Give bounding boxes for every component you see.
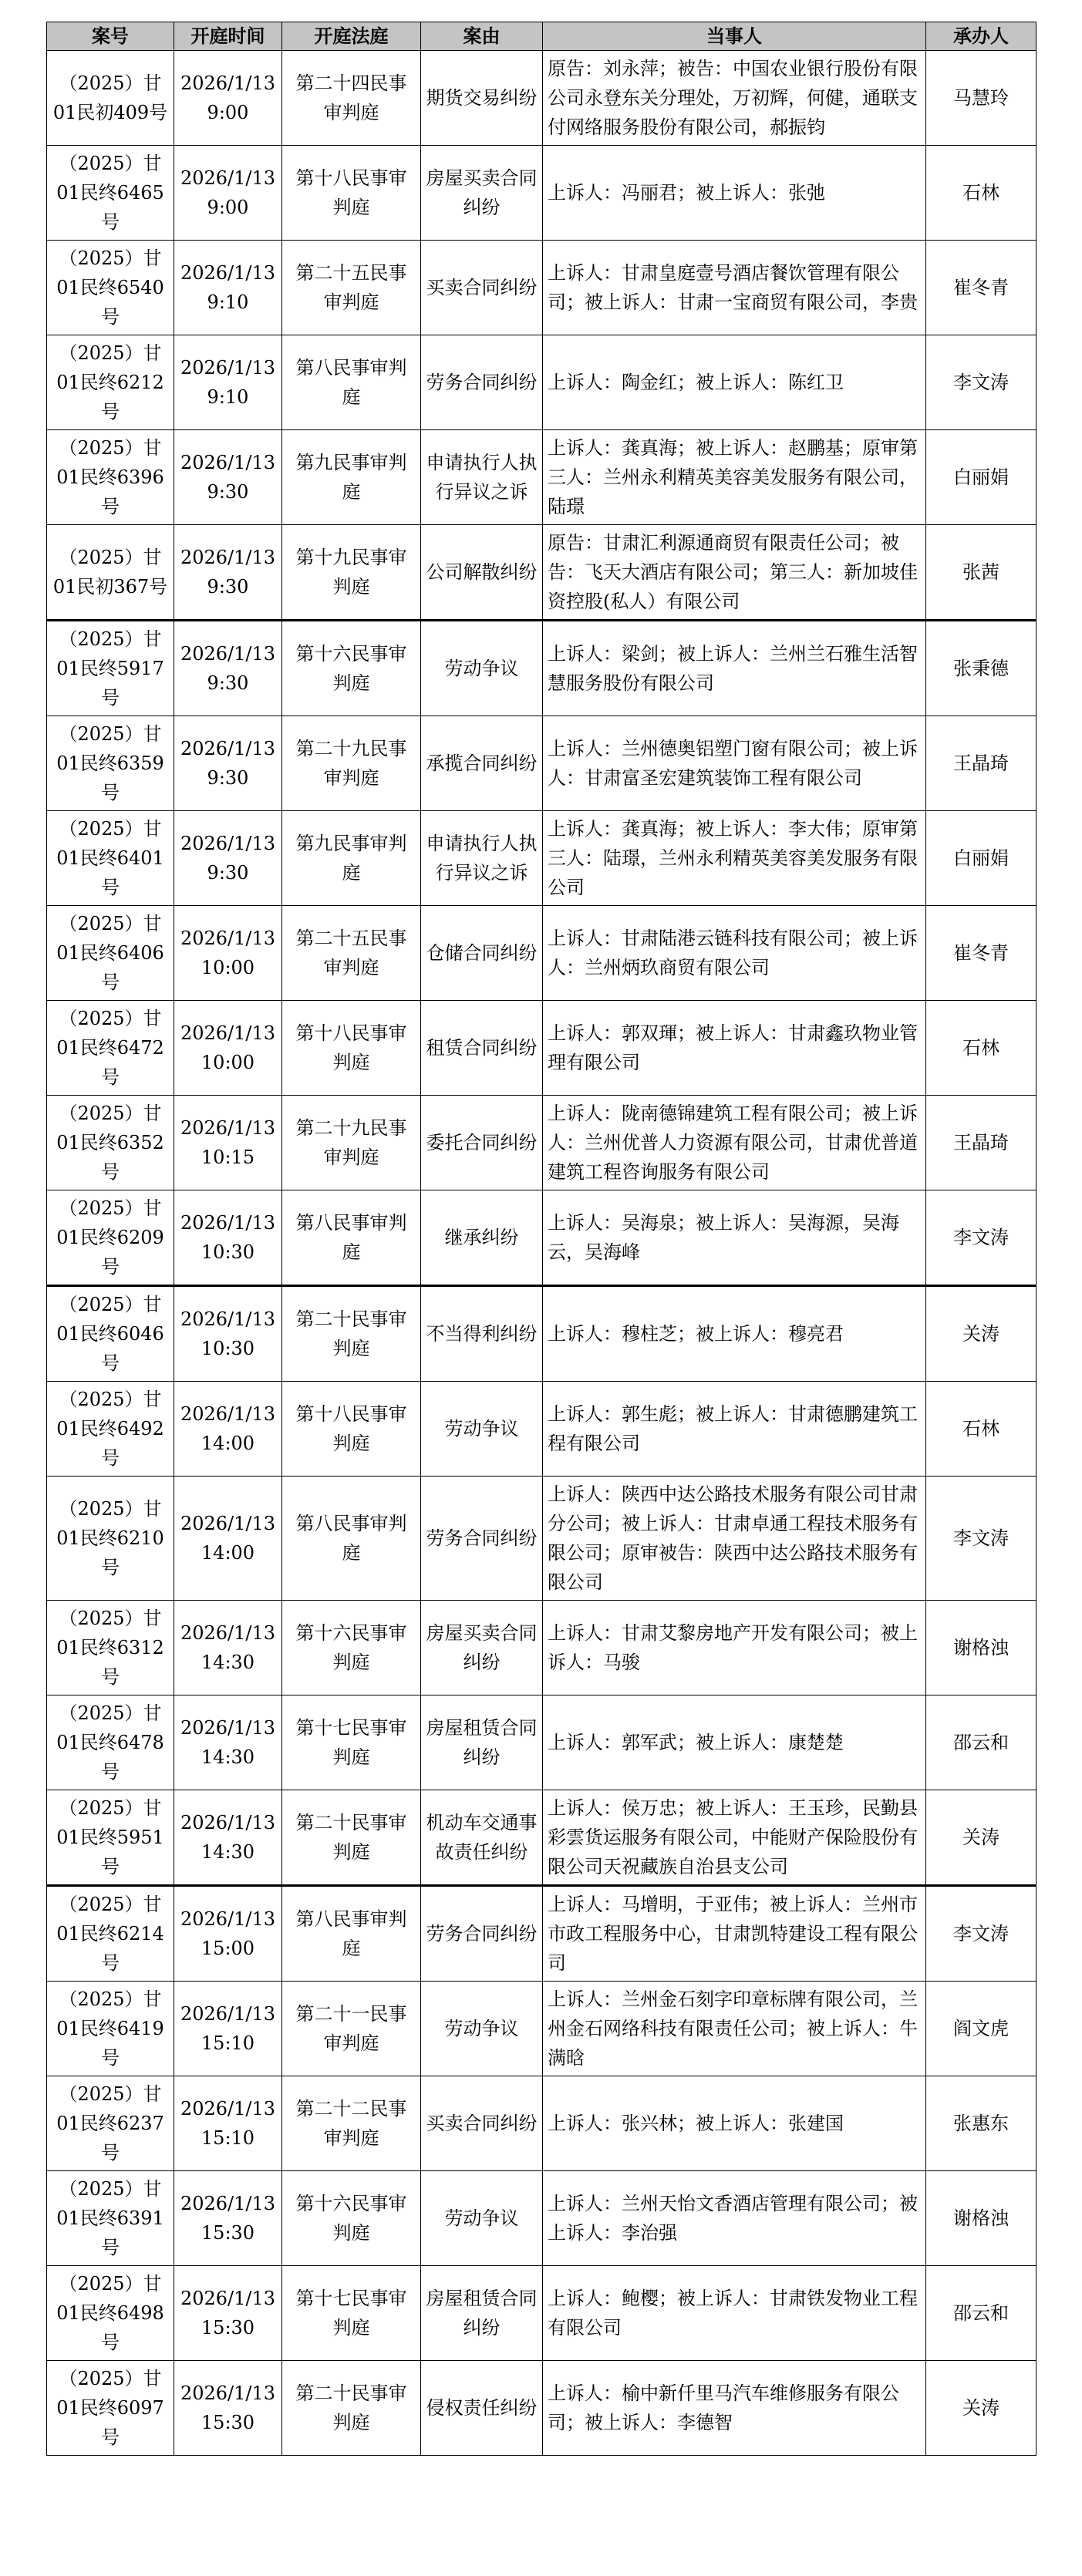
parties-cell: 原告：刘永萍；被告：中国农业银行股份有限公司永登东关分理处，万初辉，何健，通联支付网络服务股份有限公司，郝振钧 [543,51,926,146]
header-cause: 案由 [421,22,543,51]
courtroom-cell: 第十八民事审判庭 [282,146,421,241]
hearing-time-cell: 2026/1/13 15:30 [174,2361,282,2456]
case-number-cell: （2025）甘01民终6391号 [47,2171,174,2266]
hearing-time-cell: 2026/1/13 9:30 [174,716,282,811]
table-body [47,51,1036,2456]
cause-cell: 申请执行人执行异议之诉 [421,430,543,525]
courtroom-cell: 第二十民事审判庭 [282,1286,421,1382]
hearing-schedule-table [46,22,1036,2456]
parties-cell: 上诉人：侯万忠；被上诉人：王玉珍，民勤县彩雲货运服务有限公司，中能财产保险股份有限公司天祝藏族自治县支公司 [543,1790,926,1886]
case-number-cell: （2025）甘01民终5917号 [47,621,174,716]
case-number-cell: （2025）甘01民终6352号 [47,1096,174,1190]
table-row [47,716,1036,811]
table-row [47,1982,1036,2076]
parties-cell: 上诉人：陕西中达公路技术服务有限公司甘肃分公司；被上诉人：甘肃卓通工程技术服务有限公司；原审被告：陕西中达公路技术服务有限公司 [543,1477,926,1601]
judge-cell: 张惠东 [926,2076,1036,2171]
parties-cell: 上诉人：马增明，于亚伟；被上诉人：兰州市市政工程服务中心，甘肃凯特建设工程有限公司 [543,1886,926,1982]
cause-cell: 买卖合同纠纷 [421,241,543,335]
cause-cell: 不当得利纠纷 [421,1286,543,1382]
judge-cell: 石林 [926,1001,1036,1096]
hearing-time-cell: 2026/1/13 14:30 [174,1790,282,1886]
case-number-cell: （2025）甘01民终6419号 [47,1982,174,2076]
courtroom-cell: 第八民事审判庭 [282,335,421,430]
cause-cell: 劳动争议 [421,1982,543,2076]
judge-cell: 李文涛 [926,335,1036,430]
hearing-time-cell: 2026/1/13 9:30 [174,811,282,906]
cause-cell: 仓储合同纠纷 [421,906,543,1001]
hearing-schedule-sheet [46,22,1036,2456]
parties-cell: 原告：甘肃汇利源通商贸有限责任公司；被告：飞天大酒店有限公司；第三人：新加坡佳资控股(私人）有限公司 [543,525,926,621]
header-hearing-time: 开庭时间 [174,22,282,51]
parties-cell: 上诉人：梁剑；被上诉人：兰州兰石雅生活智慧服务股份有限公司 [543,621,926,716]
courtroom-cell: 第二十九民事审判庭 [282,716,421,811]
parties-cell: 上诉人：张兴林；被上诉人：张建国 [543,2076,926,2171]
table-row [47,1190,1036,1286]
courtroom-cell: 第十六民事审判庭 [282,621,421,716]
cause-cell: 公司解散纠纷 [421,525,543,621]
parties-cell: 上诉人：甘肃陆港云链科技有限公司；被上诉人：兰州炳玖商贸有限公司 [543,906,926,1001]
cause-cell: 买卖合同纠纷 [421,2076,543,2171]
parties-cell: 上诉人：甘肃皇庭壹号酒店餐饮管理有限公司；被上诉人：甘肃一宝商贸有限公司，李贵 [543,241,926,335]
parties-cell: 上诉人：吴海泉；被上诉人：吴海源，吴海云，吴海峰 [543,1190,926,1286]
table-row [47,906,1036,1001]
table-row [47,525,1036,621]
courtroom-cell: 第十六民事审判庭 [282,2171,421,2266]
judge-cell: 王晶琦 [926,1096,1036,1190]
cause-cell: 劳务合同纠纷 [421,1477,543,1601]
table-row [47,2266,1036,2361]
parties-cell: 上诉人：郭军武；被上诉人：康楚楚 [543,1695,926,1790]
case-number-cell: （2025）甘01民终6406号 [47,906,174,1001]
judge-cell: 关涛 [926,1790,1036,1886]
case-number-cell: （2025）甘01民终6209号 [47,1190,174,1286]
courtroom-cell: 第八民事审判庭 [282,1477,421,1601]
cause-cell: 侵权责任纠纷 [421,2361,543,2456]
courtroom-cell: 第二十一民事审判庭 [282,1982,421,2076]
judge-cell: 崔冬青 [926,906,1036,1001]
parties-cell: 上诉人：龚真海；被上诉人：李大伟；原审第三人：陆璟，兰州永利精英美容美发服务有限公司 [543,811,926,906]
courtroom-cell: 第二十九民事审判庭 [282,1096,421,1190]
courtroom-cell: 第二十四民事审判庭 [282,51,421,146]
judge-cell: 张茜 [926,525,1036,621]
header-judge: 承办人 [926,22,1036,51]
parties-cell: 上诉人：兰州天怡文香酒店管理有限公司；被上诉人：李治强 [543,2171,926,2266]
case-number-cell: （2025）甘01民终6237号 [47,2076,174,2171]
cause-cell: 劳动争议 [421,1382,543,1477]
hearing-time-cell: 2026/1/13 9:30 [174,525,282,621]
judge-cell: 邵云和 [926,1695,1036,1790]
table-row [47,621,1036,716]
hearing-time-cell: 2026/1/13 9:00 [174,51,282,146]
header-row [47,22,1036,51]
judge-cell: 阎文虎 [926,1982,1036,2076]
hearing-time-cell: 2026/1/13 14:00 [174,1382,282,1477]
case-number-cell: （2025）甘01民初409号 [47,51,174,146]
hearing-time-cell: 2026/1/13 9:30 [174,430,282,525]
judge-cell: 关涛 [926,2361,1036,2456]
table-row [47,430,1036,525]
hearing-time-cell: 2026/1/13 15:30 [174,2171,282,2266]
hearing-time-cell: 2026/1/13 14:00 [174,1477,282,1601]
table-row [47,1096,1036,1190]
judge-cell: 邵云和 [926,2266,1036,2361]
cause-cell: 房屋租赁合同纠纷 [421,2266,543,2361]
cause-cell: 委托合同纠纷 [421,1096,543,1190]
case-number-cell: （2025）甘01民终6465号 [47,146,174,241]
courtroom-cell: 第十六民事审判庭 [282,1601,421,1695]
judge-cell: 李文涛 [926,1190,1036,1286]
judge-cell: 李文涛 [926,1886,1036,1982]
table-row [47,51,1036,146]
parties-cell: 上诉人：兰州德奥铝塑门窗有限公司；被上诉人：甘肃富圣宏建筑装饰工程有限公司 [543,716,926,811]
case-number-cell: （2025）甘01民初367号 [47,525,174,621]
courtroom-cell: 第八民事审判庭 [282,1886,421,1982]
case-number-cell: （2025）甘01民终6540号 [47,241,174,335]
table-row [47,1886,1036,1982]
case-number-cell: （2025）甘01民终6097号 [47,2361,174,2456]
parties-cell: 上诉人：甘肃艾黎房地产开发有限公司；被上诉人：马骏 [543,1601,926,1695]
header-courtroom: 开庭法庭 [282,22,421,51]
courtroom-cell: 第十八民事审判庭 [282,1001,421,1096]
case-number-cell: （2025）甘01民终6492号 [47,1382,174,1477]
courtroom-cell: 第八民事审判庭 [282,1190,421,1286]
judge-cell: 王晶琦 [926,716,1036,811]
hearing-time-cell: 2026/1/13 14:30 [174,1601,282,1695]
parties-cell: 上诉人：兰州金石刻字印章标牌有限公司，兰州金石网络科技有限责任公司；被上诉人：牛满晗 [543,1982,926,2076]
judge-cell: 谢格浊 [926,1601,1036,1695]
cause-cell: 劳动争议 [421,621,543,716]
judge-cell: 张秉德 [926,621,1036,716]
courtroom-cell: 第二十五民事审判庭 [282,906,421,1001]
cause-cell: 房屋买卖合同纠纷 [421,146,543,241]
hearing-time-cell: 2026/1/13 15:30 [174,2266,282,2361]
judge-cell: 关涛 [926,1286,1036,1382]
table-row [47,1601,1036,1695]
judge-cell: 崔冬青 [926,241,1036,335]
courtroom-cell: 第十八民事审判庭 [282,1382,421,1477]
case-number-cell: （2025）甘01民终6359号 [47,716,174,811]
cause-cell: 机动车交通事故责任纠纷 [421,1790,543,1886]
table-row [47,1286,1036,1382]
parties-cell: 上诉人：龚真海；被上诉人：赵鹏基；原审第三人：兰州永利精英美容美发服务有限公司，陆璟 [543,430,926,525]
table-row [47,241,1036,335]
hearing-time-cell: 2026/1/13 14:30 [174,1695,282,1790]
parties-cell: 上诉人：郭生彪；被上诉人：甘肃德鹏建筑工程有限公司 [543,1382,926,1477]
case-number-cell: （2025）甘01民终6210号 [47,1477,174,1601]
judge-cell: 石林 [926,1382,1036,1477]
hearing-time-cell: 2026/1/13 15:10 [174,2076,282,2171]
table-row [47,2076,1036,2171]
case-number-cell: （2025）甘01民终6212号 [47,335,174,430]
hearing-time-cell: 2026/1/13 9:00 [174,146,282,241]
judge-cell: 白丽娟 [926,811,1036,906]
judge-cell: 白丽娟 [926,430,1036,525]
case-number-cell: （2025）甘01民终6401号 [47,811,174,906]
parties-cell: 上诉人：冯丽君；被上诉人：张弛 [543,146,926,241]
cause-cell: 房屋买卖合同纠纷 [421,1601,543,1695]
case-number-cell: （2025）甘01民终6472号 [47,1001,174,1096]
courtroom-cell: 第十七民事审判庭 [282,2266,421,2361]
table-row [47,2171,1036,2266]
courtroom-cell: 第十七民事审判庭 [282,1695,421,1790]
hearing-time-cell: 2026/1/13 15:00 [174,1886,282,1982]
table-row [47,1477,1036,1601]
courtroom-cell: 第十九民事审判庭 [282,525,421,621]
table-row [47,1790,1036,1886]
cause-cell: 继承纠纷 [421,1190,543,1286]
hearing-time-cell: 2026/1/13 9:10 [174,335,282,430]
table-row [47,146,1036,241]
parties-cell: 上诉人：陶金红；被上诉人：陈红卫 [543,335,926,430]
courtroom-cell: 第二十五民事审判庭 [282,241,421,335]
cause-cell: 申请执行人执行异议之诉 [421,811,543,906]
hearing-time-cell: 2026/1/13 10:00 [174,1001,282,1096]
table-row [47,335,1036,430]
hearing-time-cell: 2026/1/13 10:15 [174,1096,282,1190]
hearing-time-cell: 2026/1/13 10:00 [174,906,282,1001]
hearing-time-cell: 2026/1/13 9:30 [174,621,282,716]
header-case-number: 案号 [47,22,174,51]
header-parties: 当事人 [543,22,926,51]
cause-cell: 期货交易纠纷 [421,51,543,146]
cause-cell: 房屋租赁合同纠纷 [421,1695,543,1790]
hearing-time-cell: 2026/1/13 10:30 [174,1286,282,1382]
table-row [47,1382,1036,1477]
parties-cell: 上诉人：鲍樱；被上诉人：甘肃铁发物业工程有限公司 [543,2266,926,2361]
parties-cell: 上诉人：榆中新仟里马汽车维修服务有限公司；被上诉人：李德智 [543,2361,926,2456]
cause-cell: 租赁合同纠纷 [421,1001,543,1096]
cause-cell: 劳务合同纠纷 [421,1886,543,1982]
case-number-cell: （2025）甘01民终6396号 [47,430,174,525]
courtroom-cell: 第二十民事审判庭 [282,2361,421,2456]
parties-cell: 上诉人：郭双琿；被上诉人：甘肃鑫玖物业管理有限公司 [543,1001,926,1096]
judge-cell: 谢格浊 [926,2171,1036,2266]
judge-cell: 李文涛 [926,1477,1036,1601]
case-number-cell: （2025）甘01民终6498号 [47,2266,174,2361]
parties-cell: 上诉人：陇南德锦建筑工程有限公司；被上诉人：兰州优普人力资源有限公司，甘肃优普道建筑工程咨询服务有限公司 [543,1096,926,1190]
table-row [47,1695,1036,1790]
cause-cell: 承揽合同纠纷 [421,716,543,811]
parties-cell: 上诉人：穆柱芝；被上诉人：穆亮君 [543,1286,926,1382]
hearing-time-cell: 2026/1/13 9:10 [174,241,282,335]
hearing-time-cell: 2026/1/13 15:10 [174,1982,282,2076]
case-number-cell: （2025）甘01民终6046号 [47,1286,174,1382]
case-number-cell: （2025）甘01民终6478号 [47,1695,174,1790]
courtroom-cell: 第九民事审判庭 [282,811,421,906]
judge-cell: 石林 [926,146,1036,241]
case-number-cell: （2025）甘01民终6214号 [47,1886,174,1982]
cause-cell: 劳动争议 [421,2171,543,2266]
cause-cell: 劳务合同纠纷 [421,335,543,430]
courtroom-cell: 第二十民事审判庭 [282,1790,421,1886]
table-row [47,2361,1036,2456]
table-row [47,811,1036,906]
courtroom-cell: 第二十二民事审判庭 [282,2076,421,2171]
judge-cell: 马慧玲 [926,51,1036,146]
case-number-cell: （2025）甘01民终5951号 [47,1790,174,1886]
case-number-cell: （2025）甘01民终6312号 [47,1601,174,1695]
courtroom-cell: 第九民事审判庭 [282,430,421,525]
hearing-time-cell: 2026/1/13 10:30 [174,1190,282,1286]
table-row [47,1001,1036,1096]
